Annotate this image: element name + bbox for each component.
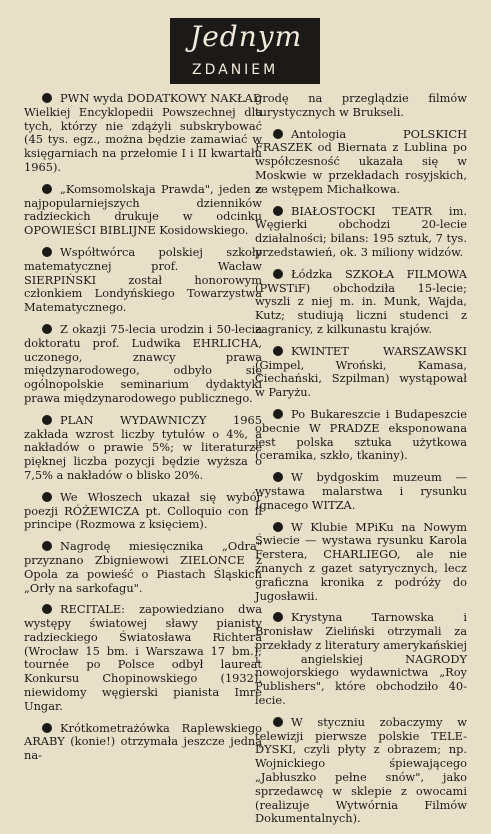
news-item <box>24 183 262 238</box>
news-item-text: We Włoszech ukazał się wybór poezji RÓŻEWICZA pt. Colloquio con il principe (Rozmowa z księciem). <box>24 489 262 532</box>
bullet-icon <box>273 269 283 279</box>
news-item-text: Z okazji 75-lecia urodzin i 50-lecia doktoratu prof. Ludwika EHRLICHA, uczonego, znawcy prawa międzynarodowego, odbyło się ogólnopolskie seminarium dydaktyki prawa międzynarodowego publicznego. <box>24 321 262 405</box>
bullet-icon <box>42 492 52 502</box>
news-item-text: W Klubie MPiKu na Nowym Świecie — wystawa rysunku Karola Ferstera, CHARLIEGO, ale nie znanych z gazet satyrycznych, lecz graficzna kronika z podróży do Jugosławii. <box>255 519 467 603</box>
news-item <box>255 92 467 120</box>
news-item-text: Po Bukareszcie i Budapeszcie obecnie W PRADZE eksponowana jest polska sztuka użytkowa (ceramika, szkło, tkaniny). <box>255 406 467 463</box>
news-item-text: W bydgoskim muzeum — wystawa malarstwa i rysunku Ignacego WITZA. <box>255 470 467 512</box>
news-item <box>255 471 467 512</box>
news-item-text: BIAŁOSTOCKI TEATR im. Węgierki obchodzi 20-lecie działalności; bilans: 195 sztuk, 7 tys. przedstawień, ok. 3 miliony widzów. <box>255 203 467 259</box>
news-item <box>24 722 262 763</box>
bullet-icon <box>273 717 283 727</box>
news-item <box>24 246 262 315</box>
news-item-text: Łódzka SZKOŁA FILMOWA (PWSTiF) obchodziła 15-lecie; wyszli z niej m. in. Munk, Wajda, Kutz; studiują liczni studenci z zagranicy, z kilkunastu krajów. <box>255 266 467 336</box>
news-item <box>255 716 467 826</box>
bullet-icon <box>42 541 52 551</box>
news-item <box>255 611 467 708</box>
bullet-icon <box>273 206 283 216</box>
right-column <box>255 92 467 834</box>
news-item-text: RECITALE: zapowiedziano dwa występy światowej sławy pianisty radzieckiego Światosława Richtera (Wrocław 15 bm. i Warszawa 17 bm.); tournée po Polsce odbył laureat Konkursu Chopinowskiego (1932), niewidomy węgierski pianista Imre Ungar. <box>24 602 262 713</box>
news-item-text: W styczniu zobaczymy w telewizji pierwsze polskie TELE-DYSKI, czyli płyty z obrazem; np. Wojnickiego śpiewającego „Jabłuszko pełne snów", jako sprzedawcę w sklepie z owocami (realizuje Wytwórnia Filmów Dokumentalnych). <box>255 714 467 826</box>
news-item-text: grodę na przeglądzie filmów turystycznych w Brukseli. <box>255 91 467 119</box>
bullet-icon <box>42 247 52 257</box>
header-title: Jednym <box>190 20 303 53</box>
news-item <box>255 521 467 604</box>
header-subtitle: ZDANIEM <box>192 62 279 78</box>
news-item-text: „Komsomolskaja Prawda", jeden z najpopularniejszych dzienników radzieckich drukuje w odcinku OPOWIEŚCI BIBLIJNE Kosidowskiego. <box>24 181 262 238</box>
news-item <box>255 128 467 197</box>
bullet-icon <box>273 472 283 482</box>
bullet-icon <box>42 184 52 194</box>
news-item-text: Krótkometrażówka Raplewskiego ARABY (konie!) otrzymała jeszcze jedną na- <box>24 720 262 763</box>
news-item-text: KWINTET WARSZAWSKI (Gimpel, Wroński, Kamasa, Ciechański, Szpilman) wystąpował w Paryżu. <box>255 343 467 400</box>
left-column <box>24 92 262 771</box>
bullet-icon <box>42 93 52 103</box>
news-item <box>255 408 467 463</box>
news-item-text: Współtwórca polskiej szkoły matematycznej prof. Wacław SIERPIŃSKI został honorowym członkiem Londyńskiego Towarzystwa Matematycznego. <box>24 244 262 315</box>
news-item <box>255 345 467 400</box>
news-item-text: PWN wyda DODATKOWY NAKŁAD Wielkiej Encyklopedii Powszechnej dla tych, którzy nie zdążyli subskrybować (45 tys. egz., można będzie zamawiać w księgarniach na przełomie I i II kwartału 1965). <box>24 91 262 174</box>
bullet-icon <box>273 129 283 139</box>
news-item <box>24 414 262 483</box>
bullet-icon <box>273 409 283 419</box>
bullet-icon <box>42 604 52 614</box>
news-item-text: Krystyna Tarnowska i Bronisław Zieliński otrzymali za przekłady z literatury amerykańskiej i angielskiej NAGRODY nowojorskiego wydawnictwa „Roy Publishers", które obchodziło 40-lecie. <box>255 610 467 708</box>
bullet-icon <box>42 723 52 733</box>
news-item <box>24 92 262 175</box>
news-item-text: PLAN WYDAWNICZY 1965 zakłada wzrost liczby tytułów o 4%, a nakładów o prawie 5%; w literaturze pięknej liczba pozycji będzie wyższa o 7,5% a nakładów o blisko 20%. <box>24 412 262 482</box>
section-header <box>170 18 320 84</box>
news-item-text: Antologia POLSKICH FRASZEK od Biernata z Lublina po współczesność ukazała się w Moskwie w przekładach rosyjskich, ze wstępem Michałkowa. <box>255 126 467 196</box>
news-item-text: Nagrodę miesięcznika „Odra" przyznano Zbigniewowi ZIELONCE z Opola za powieść o Piastach Śląskich „Orły na sarkofagu". <box>24 539 262 595</box>
bullet-icon <box>273 522 283 532</box>
news-item <box>24 491 262 532</box>
bullet-icon <box>273 612 283 622</box>
bullet-icon <box>273 346 283 356</box>
bullet-icon <box>42 324 52 334</box>
news-item <box>255 268 467 337</box>
news-item <box>24 540 262 595</box>
news-item <box>24 323 262 406</box>
news-item <box>24 603 262 713</box>
news-item <box>255 205 467 260</box>
bullet-icon <box>42 415 52 425</box>
